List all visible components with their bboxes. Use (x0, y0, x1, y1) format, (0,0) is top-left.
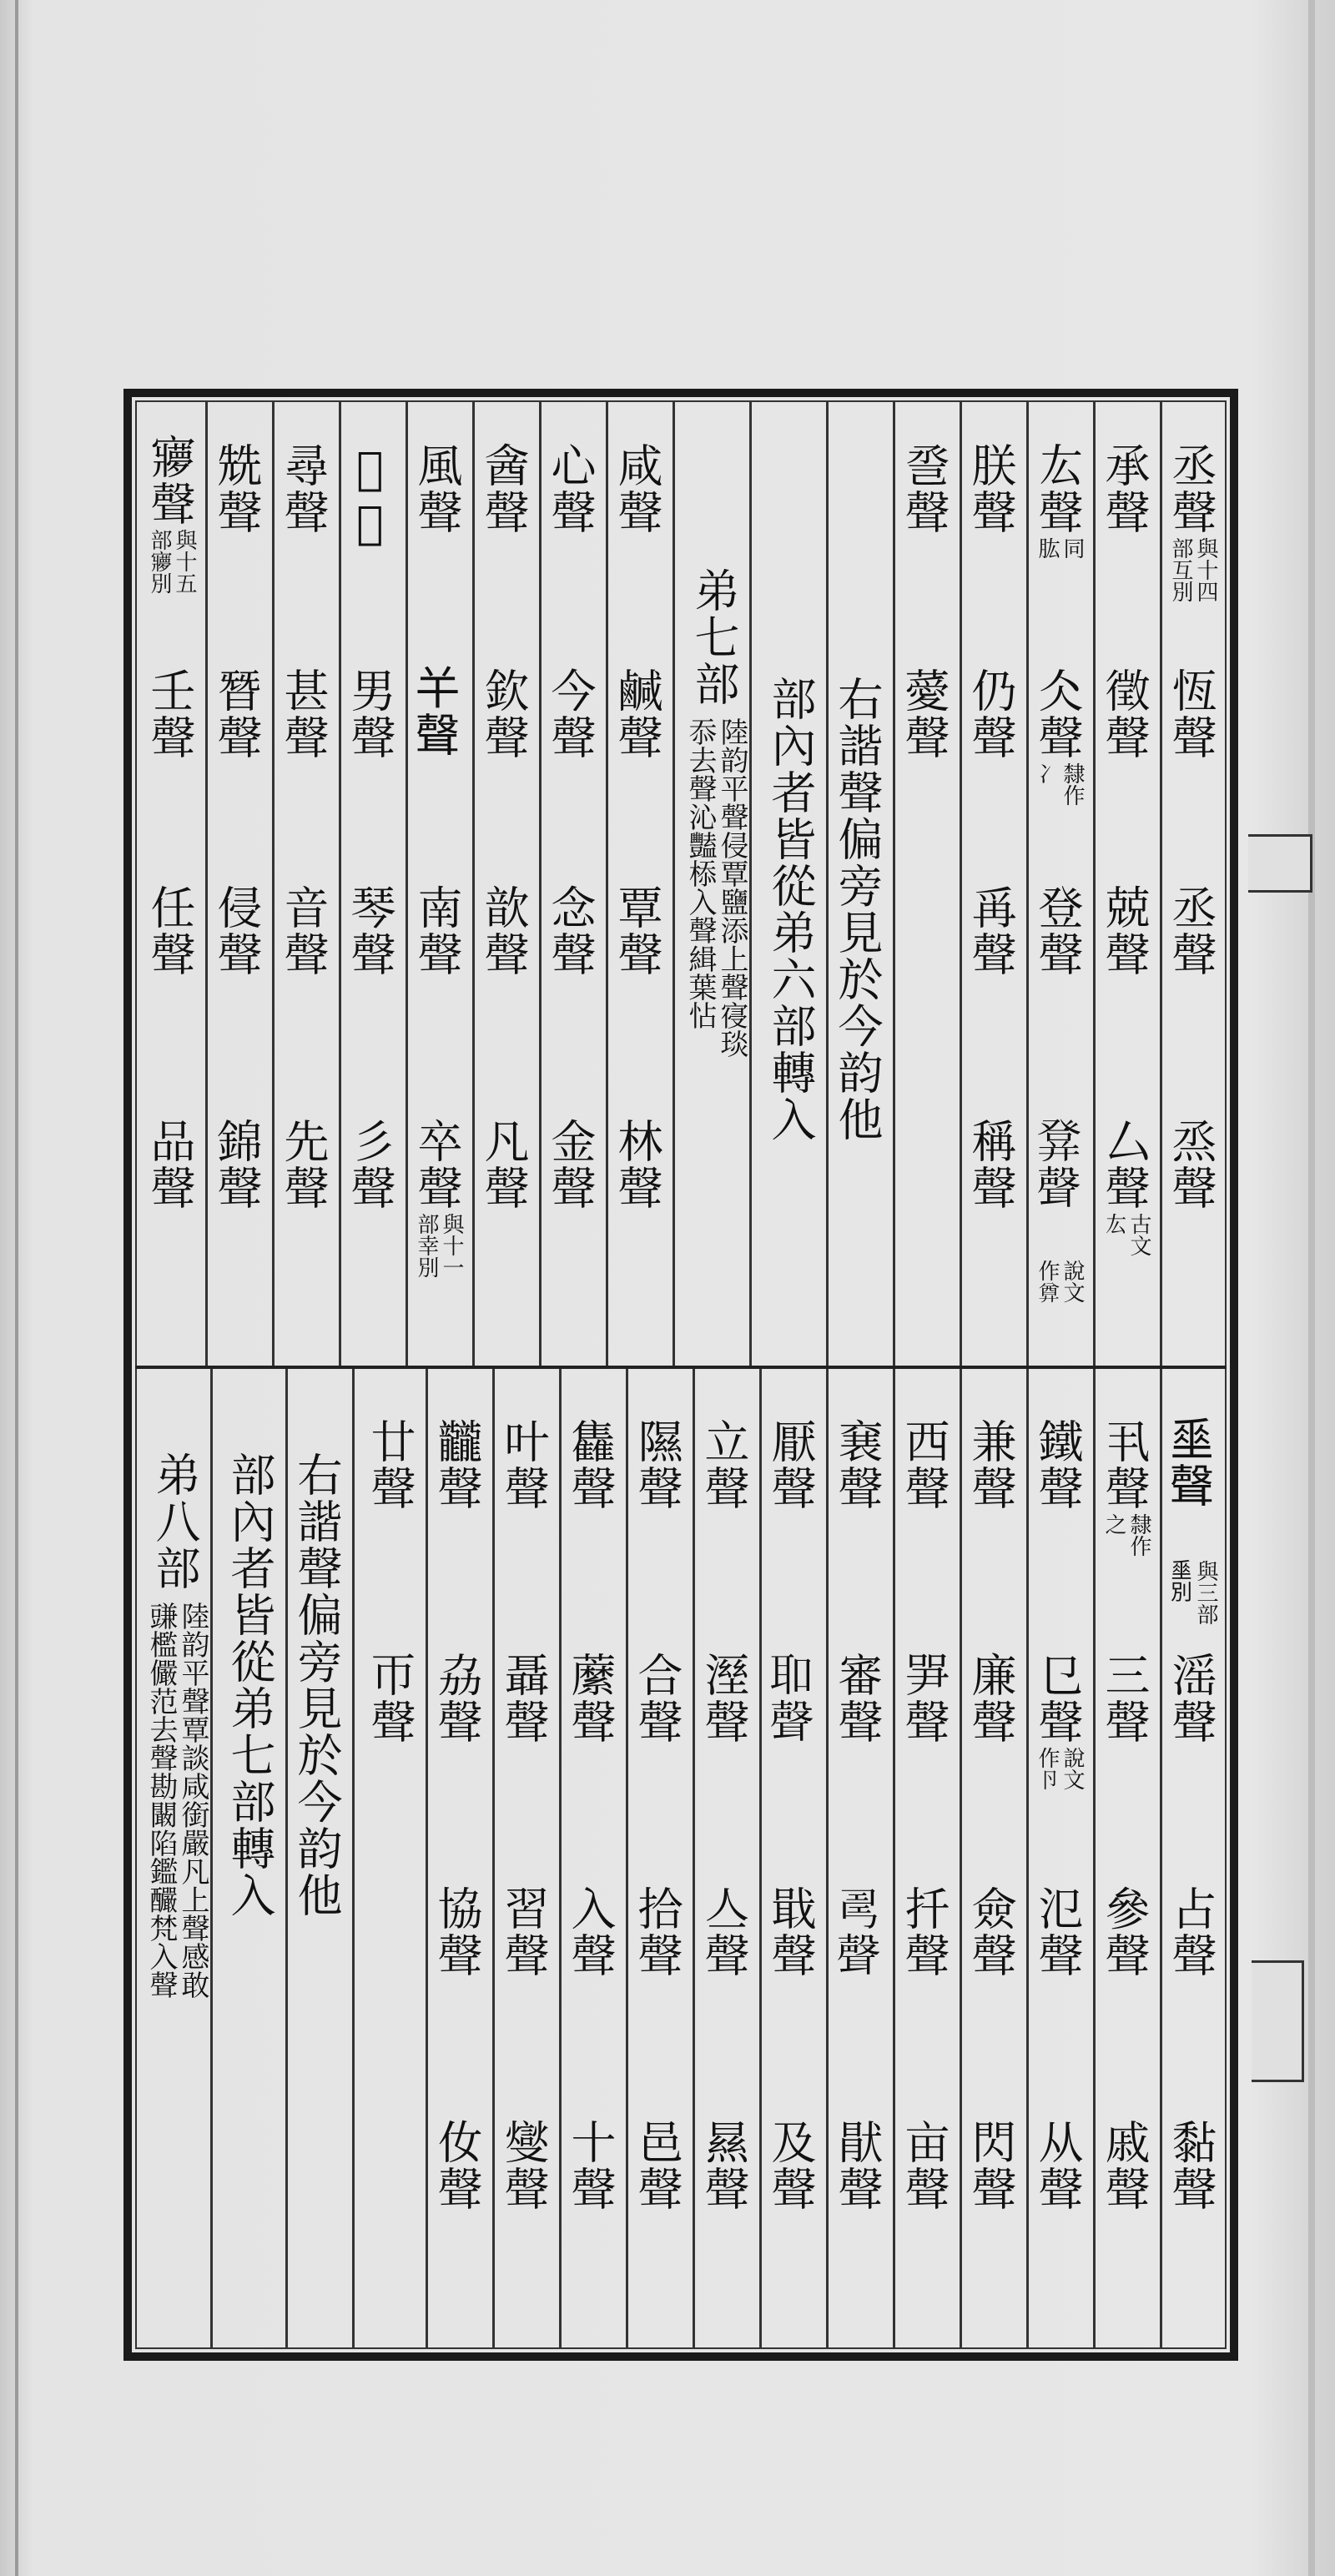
glyph-entry: 十聲 (564, 2119, 617, 2212)
glyph-entry: 甚聲 (277, 667, 330, 761)
column-rule (1160, 1369, 1162, 2349)
glyph-entry: 隰聲 (631, 1418, 683, 1512)
column-rule (472, 402, 475, 1366)
book-spine-line (15, 0, 18, 2576)
annotation (1103, 1513, 1150, 1557)
annotation-line: 說文 (1060, 1260, 1085, 1303)
glyph-entry: 合聲 (631, 1652, 683, 1745)
glyph-entry: 林聲 (611, 1118, 663, 1211)
glyph-entry: 㔾聲 (1031, 1652, 1084, 1745)
glyph-entry: 兼聲 (965, 1418, 1017, 1512)
glyph-entry: 龖聲 (431, 1418, 483, 1512)
glyph-entry: 扦聲 (898, 1885, 950, 1979)
glyph-entry: 登聲 (1031, 884, 1084, 978)
column-rule (1026, 402, 1029, 1366)
glyph-entry: 西聲 (898, 1418, 950, 1512)
glyph-entry: 金聲 (544, 1118, 597, 1211)
glyph-entry: 丞聲 (1165, 442, 1217, 536)
annotation-line: 與十四 (1193, 537, 1218, 602)
column-rule (893, 1369, 895, 2349)
glyph-entry: 風聲 (411, 442, 463, 536)
glyph-entry: 右諧聲偏旁見於今韵他 (290, 1452, 343, 1919)
glyph-entry: 氾聲 (1031, 1885, 1084, 1979)
annotation-line: 肱 (1035, 537, 1060, 559)
column-rule (1026, 1369, 1029, 2349)
column-rule (693, 1369, 695, 2349)
column-rule (826, 1369, 829, 2349)
glyph-entry: 㝱聲 (144, 434, 196, 527)
annotation-line: 厷 (1101, 1213, 1126, 1235)
glyph-entry: 尋聲 (277, 442, 330, 536)
glyph-entry: 立聲 (698, 1418, 750, 1512)
annotation (1036, 762, 1083, 806)
glyph-entry: 稱聲 (965, 1118, 1017, 1211)
glyph-entry: 閃聲 (965, 2119, 1017, 2212)
glyph-entry: 錦聲 (210, 1118, 263, 1211)
annotation-line: 隸作 (1126, 1513, 1151, 1557)
annotation-line: 部幸別 (414, 1213, 439, 1278)
glyph-entry: 鹹聲 (611, 667, 663, 761)
glyph-entry: 占聲 (1165, 1885, 1217, 1979)
annotation (149, 529, 195, 594)
column-rule (285, 1369, 288, 2349)
glyph-entry: 聶聲 (497, 1652, 550, 1745)
annotation-line: 冫 (1035, 762, 1060, 784)
page-edge (1308, 0, 1315, 2576)
glyph-entry: 㖐聲 (898, 1652, 950, 1745)
glyph-entry: 𢆉聲 (411, 667, 463, 761)
column-rule (406, 402, 408, 1366)
annotation-line: 部互別 (1168, 537, 1193, 602)
column-rule (1093, 402, 1096, 1366)
glyph-entry: 彡聲 (344, 1118, 396, 1211)
glyph-entry: 心聲 (544, 442, 597, 536)
glyph-entry: 徵聲 (1098, 667, 1151, 761)
glyph-entry: 音聲 (277, 884, 330, 978)
column-rule (1160, 402, 1162, 1366)
glyph-entry: 猒聲 (831, 2119, 884, 2212)
glyph-entry: 拾聲 (631, 1885, 683, 1979)
glyph-entry: 溼聲 (698, 1652, 750, 1745)
glyph-entry: 仌聲 (1031, 667, 1084, 761)
column-rule (426, 1369, 428, 2349)
column-rule (492, 1369, 495, 2349)
glyph-entry: 厶聲 (1098, 1118, 1151, 1211)
glyph-entry: 廉聲 (965, 1652, 1017, 1745)
glyph-entry: 叶聲 (497, 1418, 550, 1512)
section-note-line: 忝去聲沁豔㮇入聲緝葉怗 (683, 717, 717, 1029)
section-note (683, 717, 748, 1058)
glyph-entry: 滛聲 (1165, 1652, 1217, 1745)
annotation (1036, 1260, 1083, 1303)
glyph-entry: 及聲 (764, 2119, 817, 2212)
glyph-entry: 𢏚聲 (831, 1885, 884, 1979)
annotation (1170, 1560, 1217, 1625)
glyph-entry: 欽聲 (477, 667, 530, 761)
glyph-entry: 㬎聲 (698, 2119, 750, 2212)
glyph-entry: 𦔻聲 (764, 1652, 817, 1745)
glyph-entry: 㐮聲 (831, 1418, 884, 1512)
glyph-entry: 協聲 (431, 1885, 483, 1979)
column-rule (205, 402, 208, 1366)
annotation-line: 與十一 (439, 1213, 464, 1278)
glyph-entry: 丮聲 (1098, 1418, 1151, 1512)
glyph-entry: 亩聲 (898, 2119, 950, 2212)
glyph-entry: 覃聲 (611, 884, 663, 978)
annotation-line: 與三部 (1193, 1560, 1218, 1625)
annotation (416, 1213, 462, 1278)
glyph-entry: 燮聲 (497, 2119, 550, 2212)
annotation-line: 作𢍜 (1035, 1260, 1060, 1303)
annotation-line: 𡍮別 (1168, 1560, 1193, 1603)
page-tab-upper (1248, 834, 1312, 893)
glyph-entry: 亼聲 (698, 1885, 750, 1979)
annotation-line: 與十五 (172, 529, 197, 594)
glyph-entry: 䕷聲 (564, 1652, 617, 1745)
glyph-entry: 兟聲 (210, 442, 263, 536)
glyph-entry: 巹聲 (898, 442, 950, 536)
column-rule (606, 402, 608, 1366)
column-rule (559, 1369, 562, 2349)
glyph-entry: 咸聲 (611, 442, 663, 536)
glyph-entry: 雥聲 (564, 1418, 617, 1512)
glyph-entry: 㚢聲 (431, 2119, 483, 2212)
glyph-entry: 品聲 (144, 1118, 196, 1211)
register-divider (135, 1366, 1227, 1369)
glyph-entry: 兢聲 (1098, 884, 1151, 978)
column-rule (826, 402, 829, 1366)
column-rule (539, 402, 542, 1366)
glyph-entry: 歆聲 (477, 884, 530, 978)
glyph-entry: 廿聲 (364, 1418, 416, 1512)
glyph-entry: 習聲 (497, 1885, 550, 1979)
column-rule (272, 402, 275, 1366)
section-note-line: 豏檻儼范去聲勘闞陷鑑釅梵入聲 (144, 1602, 178, 1999)
glyph-entry: 邑聲 (631, 2119, 683, 2212)
glyph-entry: 先聲 (277, 1118, 330, 1211)
column-rule (1093, 1369, 1096, 2349)
annotation-line: 同 (1060, 537, 1085, 559)
column-rule (749, 402, 752, 1366)
column-rule (210, 1369, 213, 2349)
glyph-entry: 壬聲 (144, 667, 196, 761)
glyph-entry: 薆聲 (898, 667, 950, 761)
annotation-line: 古文 (1126, 1213, 1151, 1256)
annotation (1170, 537, 1217, 602)
glyph-entry: 凡聲 (477, 1118, 530, 1211)
glyph-entry: 朁聲 (210, 667, 263, 761)
glyph-entry: 仍聲 (965, 667, 1017, 761)
column-rule (893, 402, 895, 1366)
column-rule (759, 1369, 762, 2349)
glyph-entry: 爯聲 (965, 884, 1017, 978)
annotation-line: 說文 (1060, 1747, 1085, 1790)
glyph-entry: 帀聲 (364, 1652, 416, 1745)
glyph-entry: 侵聲 (210, 884, 263, 978)
annotation-line: 隸作 (1060, 762, 1085, 806)
glyph-entry: 男聲 (344, 667, 396, 761)
glyph-entry: 弟八部 (149, 1452, 201, 1592)
section-note (144, 1602, 209, 1999)
page-tab-lower (1252, 1960, 1304, 2082)
glyph-entry: 朕聲 (965, 442, 1017, 536)
glyph-entry: 三聲 (1098, 1652, 1151, 1745)
section-note-line: 陸韵平聲侵覃鹽添上聲寑琰 (715, 717, 748, 1058)
column-rule (626, 1369, 628, 2349)
glyph-entry: 𤼷聲 (1031, 1118, 1084, 1211)
glyph-entry: 酓聲 (477, 442, 530, 536)
annotation (1036, 1747, 1083, 1790)
glyph-entry: 任聲 (144, 884, 196, 978)
glyph-entry: 琴聲 (344, 884, 396, 978)
column-rule (673, 402, 675, 1366)
glyph-entry: 戢聲 (764, 1885, 817, 1979)
glyph-entry: 烝聲 (1165, 1118, 1217, 1211)
glyph-entry: 从聲 (1031, 2119, 1084, 2212)
glyph-entry: 卒聲 (411, 1118, 463, 1211)
column-rule (352, 1369, 355, 2349)
glyph-entry: 弟七部 (688, 567, 740, 707)
glyph-entry: 今聲 (544, 667, 597, 761)
glyph-entry: 參聲 (1098, 1885, 1151, 1979)
column-rule (960, 1369, 962, 2349)
annotation (1103, 1213, 1150, 1256)
annotation (1036, 537, 1083, 559)
glyph-entry: 僉聲 (965, 1885, 1017, 1979)
glyph-entry: 念聲 (544, 884, 597, 978)
glyph-entry: 部內者皆從弟六部轉入 (764, 676, 817, 1143)
glyph-entry: 鐵聲 (1031, 1418, 1084, 1512)
glyph-entry: 承聲 (1098, 442, 1151, 536)
glyph-entry: 右諧聲偏旁見於今韵他 (831, 676, 884, 1143)
annotation-line: 部㝱別 (147, 529, 172, 594)
section-note-line: 陸韵平聲覃談咸銜嚴凡上聲感敢 (176, 1602, 209, 1999)
glyph-entry: 戚聲 (1098, 2119, 1151, 2212)
annotation-line: 作卪 (1035, 1747, 1060, 1790)
glyph-entry: 入聲 (564, 1885, 617, 1979)
glyph-entry: 厷聲 (1031, 442, 1084, 536)
annotation-line: 之 (1101, 1513, 1126, 1535)
glyph-entry: 丞聲 (1165, 884, 1217, 978)
glyph-entry: 厭聲 (764, 1418, 817, 1512)
column-rule (960, 402, 962, 1366)
glyph-entry: 𦎫聲 (344, 442, 396, 551)
glyph-entry: 部內者皆從弟七部轉入 (224, 1452, 276, 1919)
glyph-entry: 審聲 (831, 1652, 884, 1745)
glyph-entry: 南聲 (411, 884, 463, 978)
glyph-entry: 𡍮聲 (1165, 1418, 1217, 1512)
column-rule (339, 402, 341, 1366)
glyph-entry: 黏聲 (1165, 2119, 1217, 2212)
glyph-entry: 恆聲 (1165, 667, 1217, 761)
glyph-entry: 劦聲 (431, 1652, 483, 1745)
